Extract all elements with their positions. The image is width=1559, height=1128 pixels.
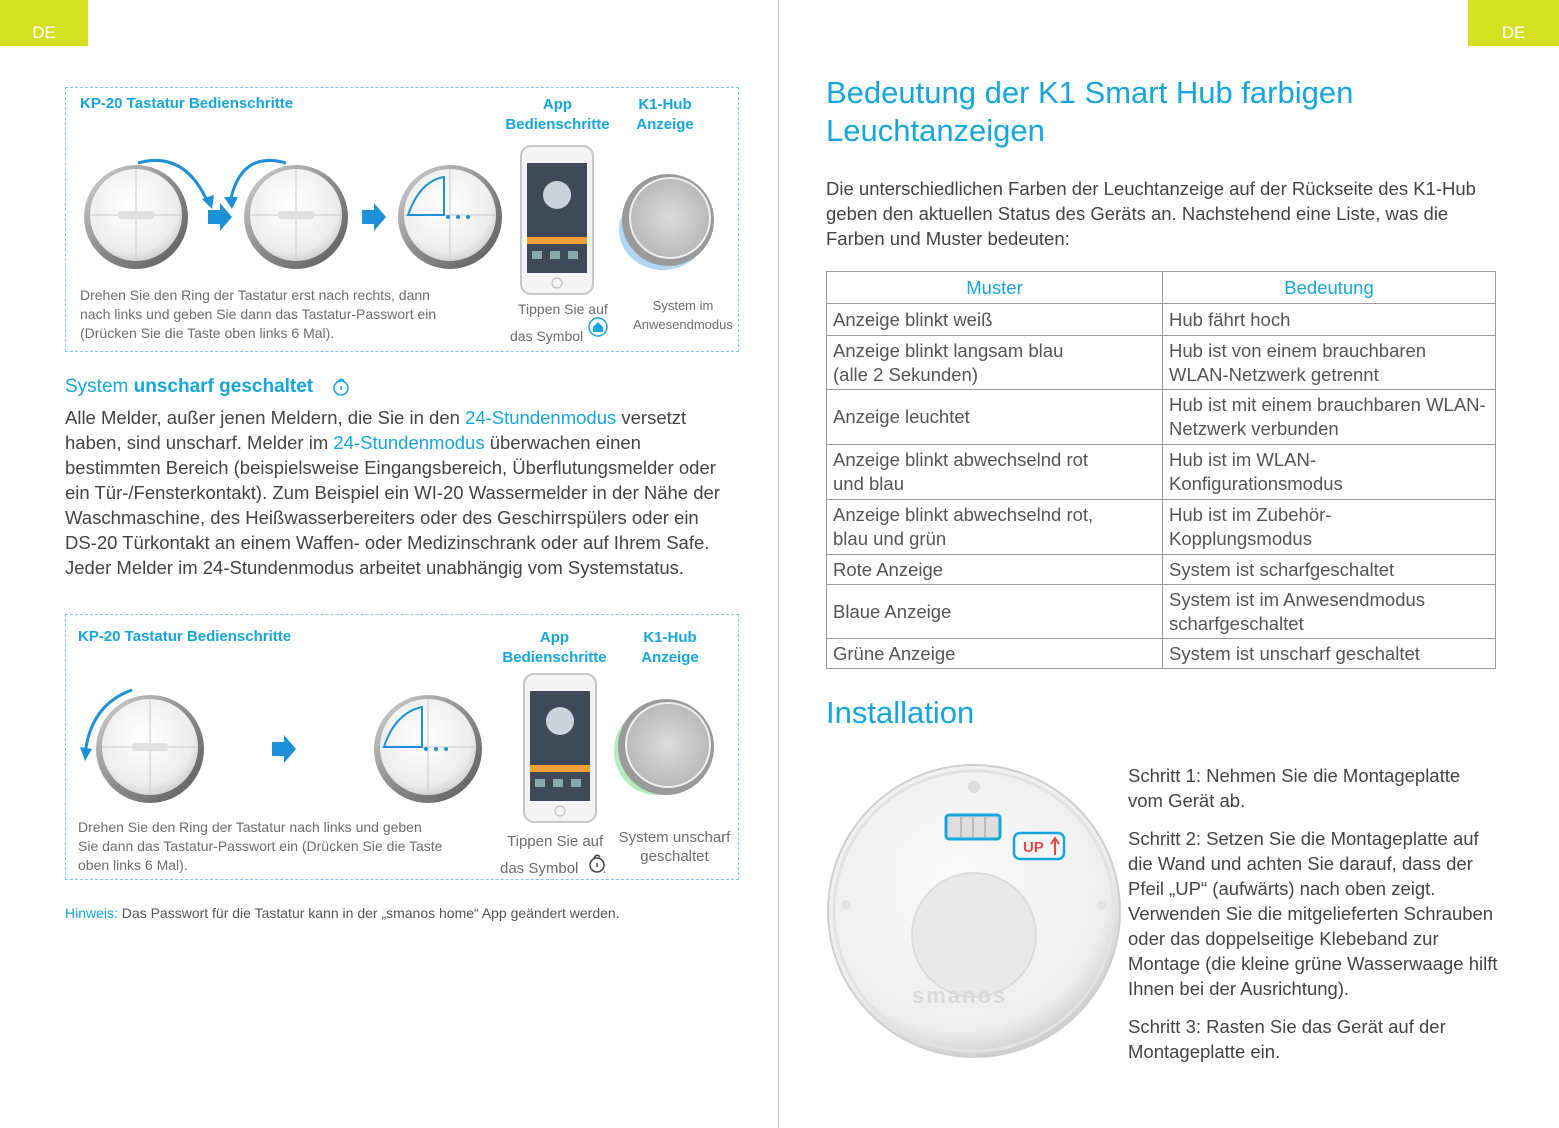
keypad-image-3 xyxy=(398,165,502,269)
led-intro: Die unterschiedlichen Farben der Leuchtanzeige auf der Rückseite des K1-Hub geben den aktuellen Status des Geräts an. Nachstehend eine Liste, was die Farben und Muster bedeuten: xyxy=(826,178,1476,249)
hub-heading xyxy=(630,628,710,668)
table-row xyxy=(827,304,1496,336)
unlock-icon xyxy=(332,377,350,397)
keypad-image-2 xyxy=(374,695,482,803)
home-lock-icon xyxy=(588,317,608,337)
keypad-step-images xyxy=(80,685,480,810)
heading-bold: unscharf geschaltet xyxy=(133,376,314,397)
title-line: Leuchtanzeigen xyxy=(826,113,1045,148)
24h-mode-term: 24-Stundenmodus xyxy=(333,432,485,453)
heading-prefix: System xyxy=(65,376,129,397)
table-row xyxy=(827,555,1496,585)
pattern-cell: Anzeige blinkt weiß xyxy=(827,304,1163,336)
title-line: Bedeutung der K1 Smart Hub farbigen xyxy=(826,75,1354,110)
hub-image-blue xyxy=(618,170,716,270)
table-header-row xyxy=(827,272,1496,304)
tab-label: DE xyxy=(32,23,56,42)
pattern-cell: Grüne Anzeige xyxy=(827,639,1163,669)
led-section-title xyxy=(826,74,1476,150)
caption-line: System unscharf xyxy=(618,829,731,846)
table-row xyxy=(827,585,1496,639)
app-heading-line: Bedienschritte xyxy=(505,116,610,133)
hub-image-green xyxy=(614,695,714,800)
meaning-cell: System ist scharfgeschaltet xyxy=(1163,555,1496,585)
installation-title: Installation xyxy=(826,695,975,730)
caption-line: Anwesendmodus xyxy=(633,317,733,332)
caption-line: geschaltet xyxy=(640,848,709,865)
caption-line: Tippen Sie auf xyxy=(518,301,608,317)
pattern-cell: Anzeige blinkt abwechselnd rot, blau und grün xyxy=(827,500,1163,555)
hub-heading xyxy=(625,95,705,135)
para-text: überwachen einen bestimmten Bereich (beispielsweise Eingangsbereich, Überflutungsmelder oder ein Tür-/Fensterkontakt). Zum Beispiel ein WI-20 Wassermelder in der Nähe der Waschmaschine, des Heißwasserbereiters oder des Geschirrspülers oder ein DS-20 Türkontakt an einem Waffen- oder Medizinschrank oder auf Ihrem Safe. Jeder Melder im 24-Stundenmodus arbeitet unabhängig vom Systemstatus. xyxy=(65,432,720,578)
up-label: UP xyxy=(1023,839,1044,856)
mounting-plate-image xyxy=(826,765,1122,1061)
hint-note xyxy=(65,905,620,921)
para-text: versetzt haben, sind unscharf. Melder im xyxy=(65,407,687,453)
hub-caption xyxy=(612,828,737,866)
hint-label: Hinweis: xyxy=(65,905,118,921)
app-heading-line: App xyxy=(542,96,573,113)
meaning-cell: Hub ist von einem brauchbaren WLAN-Netzwerk getrennt xyxy=(1163,336,1496,390)
para-text: Alle Melder, außer jenen Meldern, die Sie in den xyxy=(65,407,466,428)
hub-heading-line: K1-Hub xyxy=(643,629,697,646)
app-heading xyxy=(497,628,612,668)
installation-steps xyxy=(1128,763,1498,1064)
table-row xyxy=(827,639,1496,669)
meaning-cell: Hub ist im Zubehör-Kopplungsmodus xyxy=(1163,500,1496,555)
unlock-icon xyxy=(588,852,606,874)
led-meaning-table xyxy=(826,271,1496,669)
tab-label: DE xyxy=(1501,23,1526,42)
caption-period: . xyxy=(602,860,607,877)
meaning-cell: System ist im Anwesendmodus scharfgeschaltet xyxy=(1163,585,1496,639)
pattern-cell: Anzeige blinkt langsam blau (alle 2 Sekunden) xyxy=(827,336,1163,390)
install-step: Schritt 3: Rasten Sie das Gerät auf der Montageplatte ein. xyxy=(1128,1016,1446,1062)
table-row xyxy=(827,445,1496,500)
caption-line: Drehen Sie den Ring der Tastatur nach links und geben xyxy=(78,819,422,835)
keypad-image-1 xyxy=(84,165,188,269)
meaning-cell: Hub ist mit einem brauchbaren WLAN-Netzwerk verbunden xyxy=(1163,390,1496,445)
next-arrow-icon xyxy=(272,735,296,763)
pattern-cell: Anzeige blinkt abwechselnd rot und blau xyxy=(827,445,1163,500)
pattern-cell: Rote Anzeige xyxy=(827,555,1163,585)
install-step: Schritt 2: Setzen Sie die Montageplatte auf die Wand und achten Sie darauf, dass der Pfeil „UP“ (aufwärts) nach oben zeigt. Verwenden Sie die mitgelieferten Schrauben oder das doppelseitige Klebeband zur Montage (die kleine grüne Wasserwaage hilft Ihnen bei der Ausrichtung). xyxy=(1128,828,1498,999)
caption-line: das Symbol xyxy=(500,860,579,877)
caption-line: nach links und geben Sie dann das Tastatur-Passwort ein xyxy=(80,306,437,322)
caption-line: oben links 6 Mal). xyxy=(78,857,188,873)
24h-mode-term: 24-Stundenmodus xyxy=(465,407,617,428)
hub-heading-line: K1-Hub xyxy=(638,96,692,113)
column-header: Bedeutung xyxy=(1163,272,1496,304)
caption-line: das Symbol xyxy=(510,328,584,344)
table-row xyxy=(827,336,1496,390)
page-divider xyxy=(778,0,779,1128)
page-language-tab-left xyxy=(0,0,88,46)
disarm-heading xyxy=(65,376,313,398)
column-header: Muster xyxy=(827,272,1163,304)
pattern-cell: Blaue Anzeige xyxy=(827,585,1163,639)
hub-heading-line: Anzeige xyxy=(641,649,699,666)
caption-line: (Drücken Sie die Taste oben links 6 Mal). xyxy=(80,325,335,341)
hint-text: Das Passwort für die Tastatur kann in der „smanos home“ App geändert werden. xyxy=(117,905,620,921)
brand-text: smanos xyxy=(912,983,1008,1008)
phone-app-image xyxy=(520,145,594,295)
meaning-cell: Hub fährt hoch xyxy=(1163,304,1496,336)
keypad-heading: KP-20 Tastatur Bedienschritte xyxy=(80,95,294,112)
disarm-paragraph xyxy=(65,405,735,580)
meaning-cell: Hub ist im WLAN-Konfigurationsmodus xyxy=(1163,445,1496,500)
hub-heading-line: Anzeige xyxy=(636,116,694,133)
install-step: Schritt 1: Nehmen Sie die Montageplatte vom Gerät ab. xyxy=(1128,765,1461,811)
keypad-image-1 xyxy=(96,695,204,803)
table-row xyxy=(827,390,1496,445)
caption-line: Tippen Sie auf xyxy=(507,833,604,850)
keypad-image-2 xyxy=(244,165,348,269)
app-heading xyxy=(500,95,615,135)
hub-caption xyxy=(628,296,738,334)
next-arrow-icon xyxy=(362,203,386,231)
meaning-cell: System ist unscharf geschaltet xyxy=(1163,639,1496,669)
keypad-caption xyxy=(78,818,498,875)
app-heading-line: App xyxy=(539,629,570,646)
caption-line: Sie dann das Tastatur-Passwort ein (Drücken Sie die Taste xyxy=(78,838,443,854)
caption-line: Drehen Sie den Ring der Tastatur erst nach rechts, dann xyxy=(80,287,430,303)
table-row xyxy=(827,500,1496,555)
keypad-heading: KP-20 Tastatur Bedienschritte xyxy=(78,628,292,645)
page-language-tab-right xyxy=(1468,0,1559,46)
pattern-cell: Anzeige leuchtet xyxy=(827,390,1163,445)
app-heading-line: Bedienschritte xyxy=(502,649,607,666)
keypad-caption xyxy=(80,286,500,343)
keypad-step-images xyxy=(80,155,510,275)
phone-app-image xyxy=(523,673,597,823)
caption-line: System im xyxy=(652,298,714,313)
